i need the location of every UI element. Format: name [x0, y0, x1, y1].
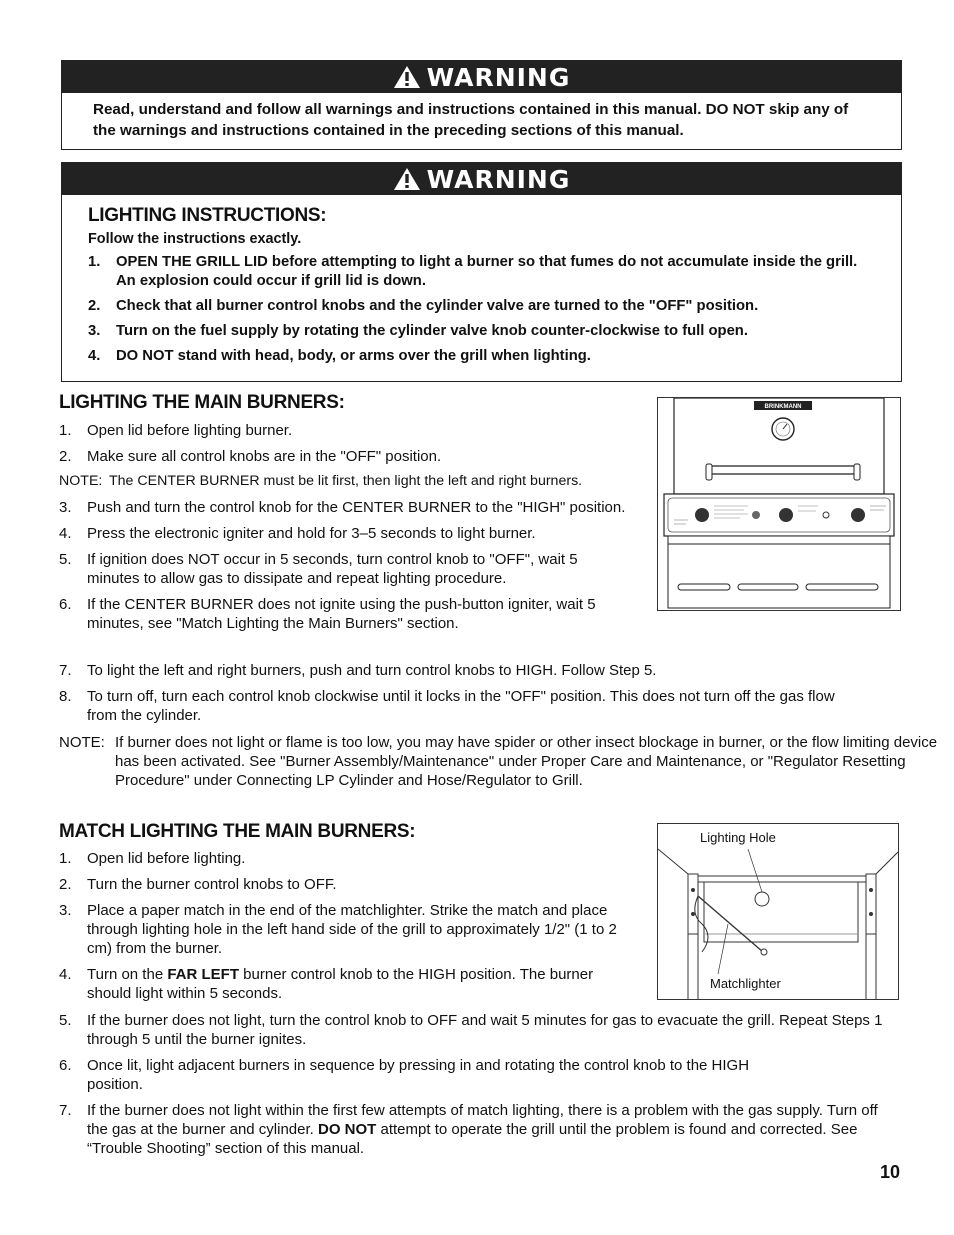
match-lighting-steps-b — [59, 1011, 889, 1158]
main-burners-steps-a — [59, 421, 659, 466]
matchlighter-label: Matchlighter — [710, 976, 781, 991]
matchlighter-illustration — [658, 824, 898, 999]
matchlighter-figure — [657, 823, 899, 1000]
list-item: 6. If the CENTER BURNER does not ignite using the push-button igniter, wait 5 minutes, see "Match Lighting the Main Burners" section. — [59, 596, 596, 632]
list-item: 4. DO NOT stand with head, body, or arms over the grill when lighting. — [88, 348, 591, 364]
list-item: 5. If the burner does not light, turn the control knob to OFF and wait 5 minutes for gas to evacuate the grill. Repeat Steps 1 through 5 until the burner ignites. — [59, 1012, 883, 1048]
match-lighting-section — [59, 821, 659, 843]
warning-box-lighting — [61, 162, 902, 382]
list-item: 1. Open lid before lighting. — [59, 850, 246, 867]
warning-title: WARNING — [426, 62, 571, 92]
list-item: 2. Check that all burner control knobs and the cylinder valve are turned to the "OFF" position. — [88, 298, 759, 314]
list-item: 4. Press the electronic igniter and hold for 3–5 seconds to light burner. — [59, 525, 536, 542]
match-lighting-steps-a — [59, 849, 645, 1003]
lighting-instructions-subheading: Follow the instructions exactly. — [88, 231, 302, 247]
main-burners-steps-c — [59, 661, 859, 725]
warning-triangle-icon — [393, 65, 421, 89]
list-item: 2. Turn the burner control knobs to OFF. — [59, 876, 337, 893]
list-item: 6. Once lit, light adjacent burners in sequence by pressing in and rotating the control knob to the HIGH position. — [59, 1057, 750, 1093]
list-item: 3. Turn on the fuel supply by rotating the cylinder valve knob counter-clockwise to full open. — [88, 323, 748, 339]
list-item: 2. Make sure all control knobs are in the "OFF" position. — [59, 448, 442, 465]
note-center-burner: NOTE: The CENTER BURNER must be lit first, then light the left and right burners. — [59, 473, 583, 489]
warning-header — [62, 163, 901, 195]
grill-front-illustration — [658, 398, 900, 610]
main-burners-section — [59, 392, 659, 466]
list-item: 5. If ignition does NOT occur in 5 seconds, turn control knob to "OFF", wait 5 minutes to allow gas to dissipate and repeat lighting procedure. — [59, 551, 578, 587]
list-item: 3. Push and turn the control knob for the CENTER BURNER to the "HIGH" position. — [59, 499, 626, 516]
warning-triangle-icon — [393, 167, 421, 191]
main-burners-heading: LIGHTING THE MAIN BURNERS: — [59, 392, 345, 413]
list-item: 8. To turn off, turn each control knob clockwise until it locks in the "OFF" position. This does not turn off the gas flow from the cylinder. — [59, 688, 835, 724]
brand-label: BRINKMANN — [764, 404, 802, 410]
list-item: 1. Open lid before lighting burner. — [59, 422, 293, 439]
lighting-instructions-list — [88, 253, 877, 366]
lighting-instructions-heading: LIGHTING INSTRUCTIONS: — [88, 205, 327, 226]
lighting-hole-label: Lighting Hole — [700, 830, 776, 845]
warning-text: Read, understand and follow all warnings and instructions contained in this manual. DO NOT skip any of the warnings and instructions contained in the preceding sections of this manual. — [93, 101, 849, 139]
note-burner-blockage: NOTE: If burner does not light or flame is too low, you may have spider or other insect blockage in burner, or the flow limiting device has been activated. See "Burner Assembly/Maintenance" under Proper Care and Maintenance, or "Regulator Resetting Procedure" under Connecting LP Cylinder and Hose/Regulator to Grill. — [59, 734, 938, 789]
warning-box-general — [61, 60, 902, 150]
warning-title: WARNING — [426, 164, 571, 194]
list-item: 4. Turn on the FAR LEFT burner control knob to the HIGH position. The burner should light within 5 seconds. — [59, 966, 594, 1002]
warning-header — [62, 61, 901, 93]
main-burners-steps-b — [59, 498, 629, 633]
list-item: 7. If the burner does not light within the first few attempts of match lighting, there is a problem with the gas supply. Turn off the gas at the burner and cylinder. DO NOT attempt to operate the grill until the problem is found and corrected. See “Trouble Shooting” section of this manual. — [59, 1102, 878, 1157]
grill-front-figure — [657, 397, 901, 611]
list-item: 7. To light the left and right burners, push and turn control knobs to HIGH. Follow Step 5. — [59, 662, 657, 679]
list-item: 3. Place a paper match in the end of the matchlighter. Strike the match and place through lighting hole in the left hand side of the grill to approximately 1/2" (1 to 2 cm) from the burner. — [59, 902, 617, 957]
list-item: 1. OPEN THE GRILL LID before attempting to light a burner so that fumes do not accumulate inside the grill. An explosion could occur if grill lid is down. — [88, 254, 858, 289]
page-number: 10 — [879, 1162, 900, 1182]
match-lighting-heading: MATCH LIGHTING THE MAIN BURNERS: — [59, 821, 416, 842]
